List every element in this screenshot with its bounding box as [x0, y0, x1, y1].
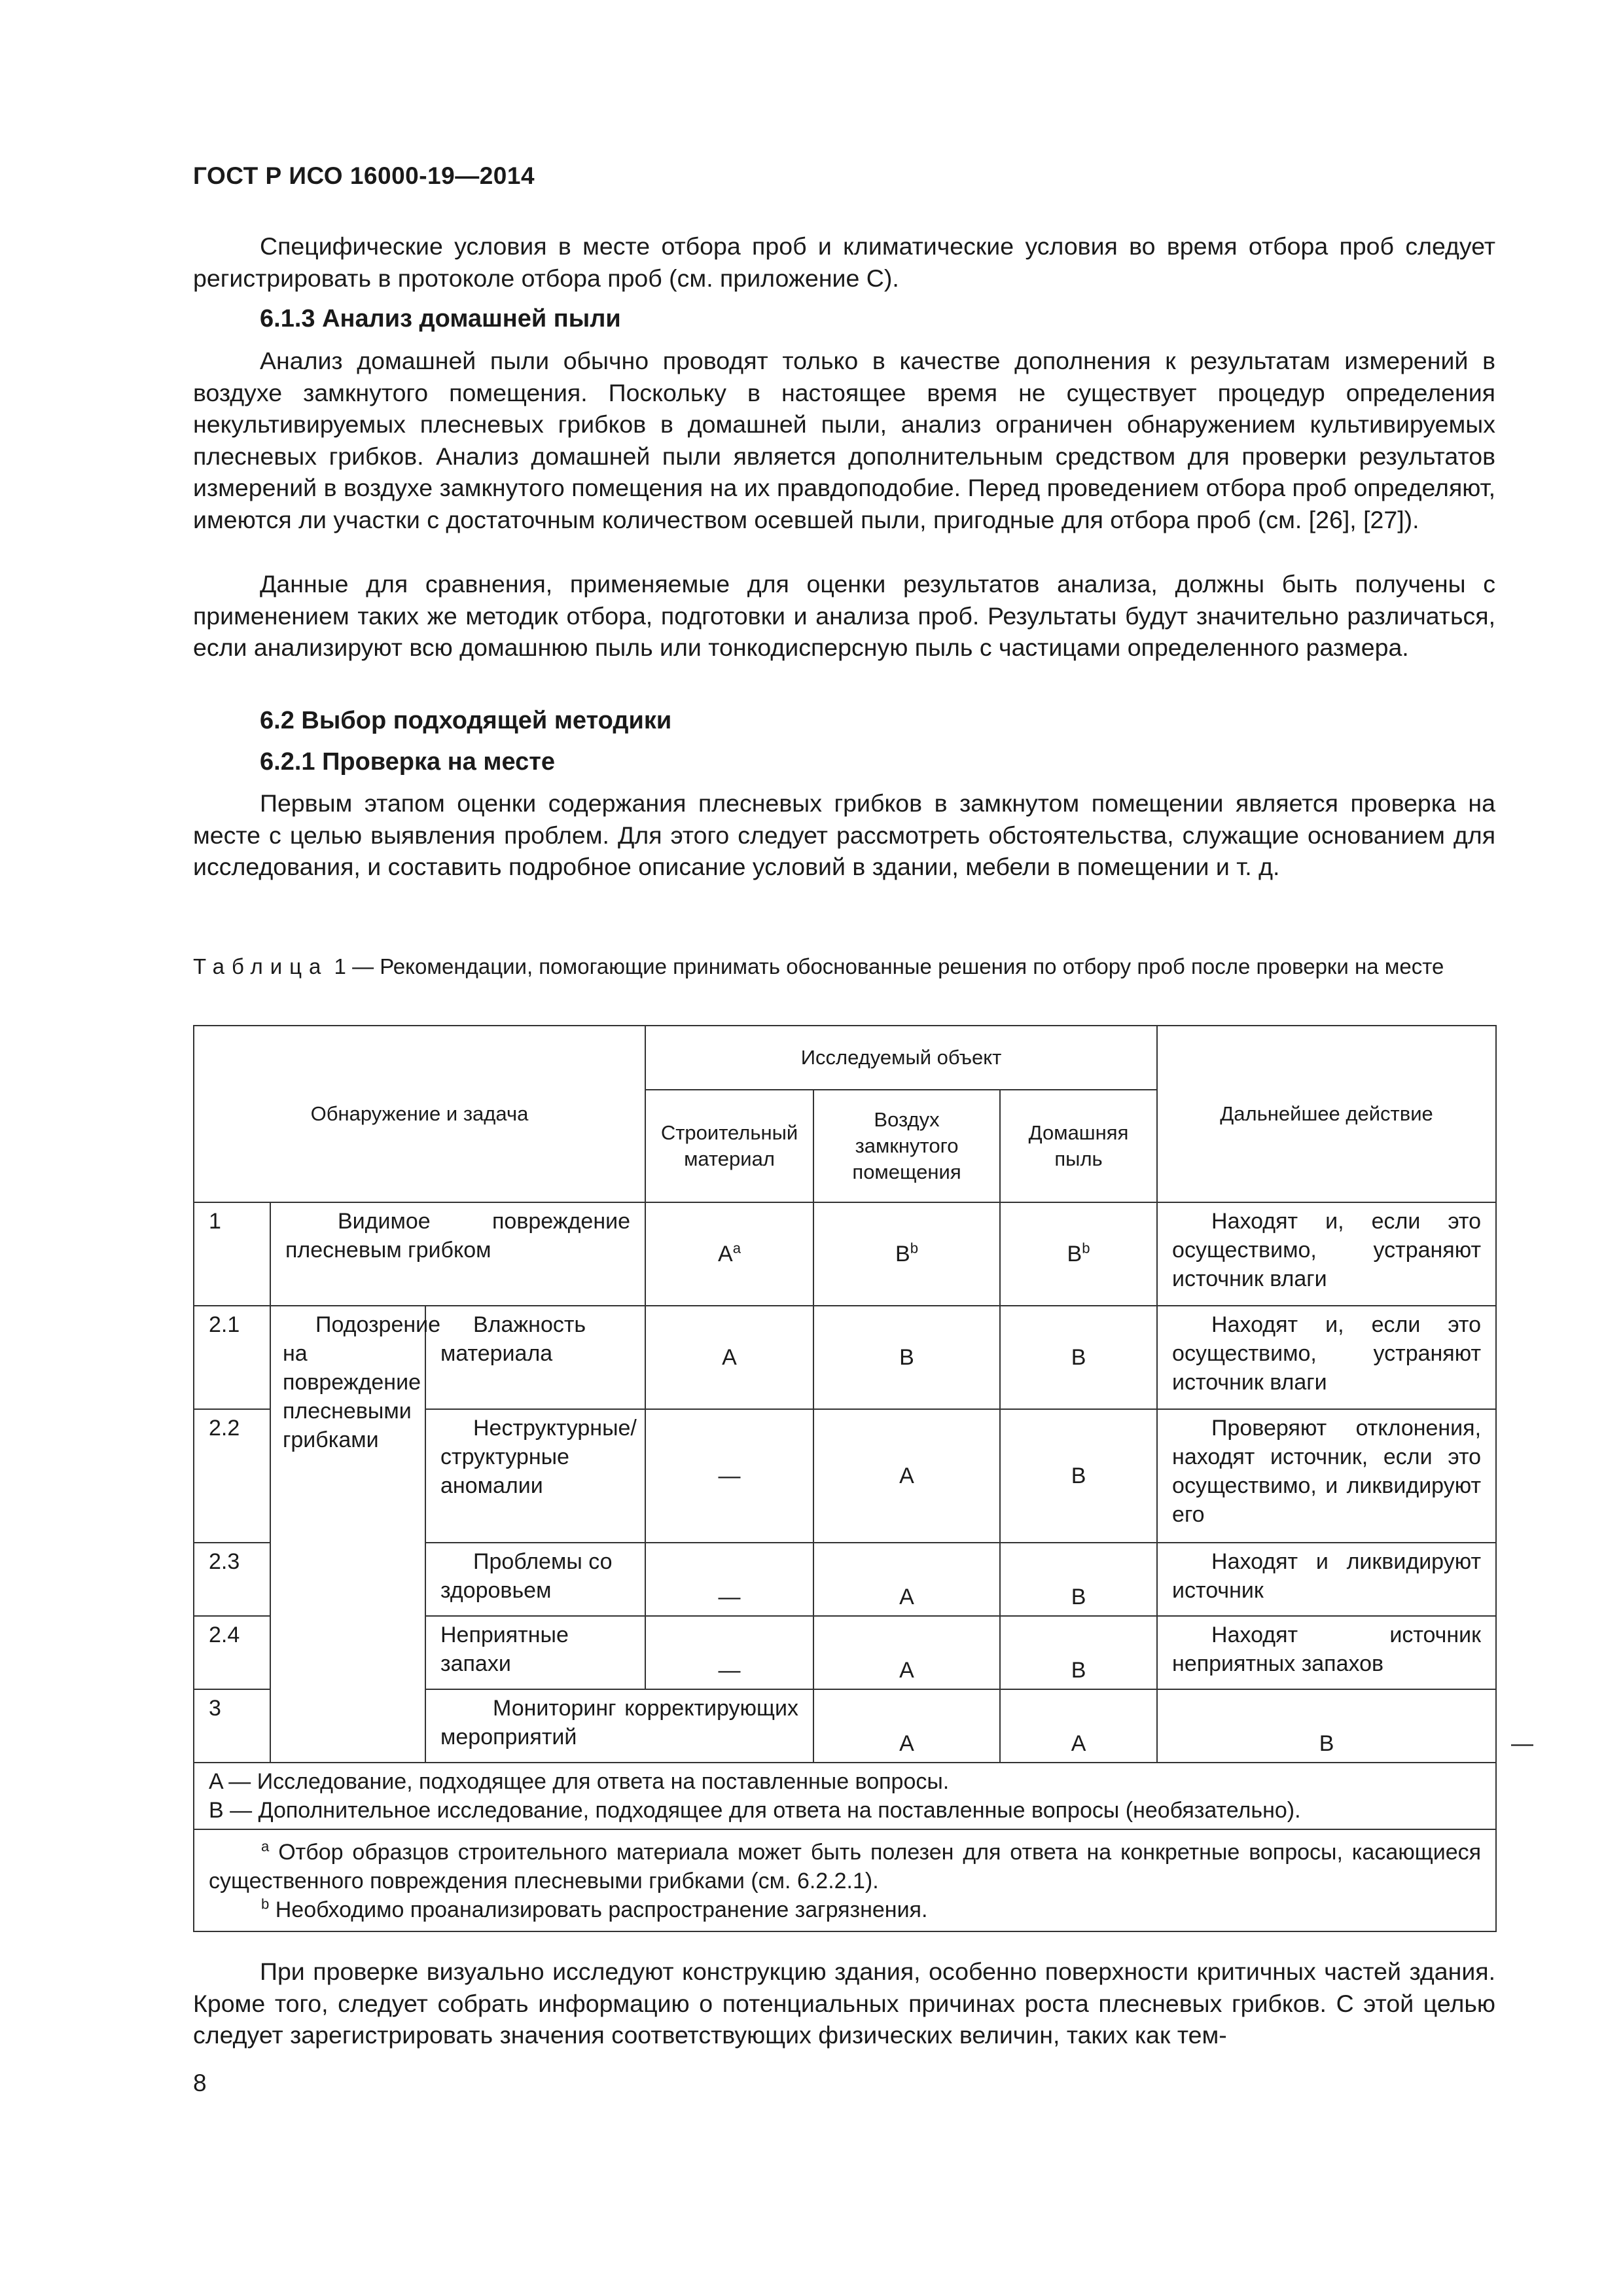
cell-dust: B — [1000, 1306, 1157, 1409]
paragraph-visual-inspection: При проверке визуально исследуют конструкцию здания, особенно поверхности критичных частей здания. Кроме того, следует собрать информацию о потенциальных причинах роста плесневых грибков. С этой целью следует зарегистрировать значения соответствующих физических величин, таких как тем- — [193, 1958, 1495, 2049]
page-number: 8 — [193, 2070, 207, 2096]
group-suspected-damage: Подозрение на повреждение плесневыми грибками — [270, 1306, 425, 1763]
table-caption-label: Таблица — [193, 954, 329, 978]
paragraph-sampling-conditions: Специфические условия в месте отбора проб и климатические условия во время отбора проб следует регистрировать в протоколе отбора проб (см. приложение С). — [193, 232, 1495, 292]
cell-action: Находят источник неприятных запахов — [1157, 1616, 1496, 1689]
cell-building: A — [645, 1306, 813, 1409]
cell-air: A — [813, 1543, 1000, 1616]
cell-building: — — [645, 1409, 813, 1543]
paragraph-dust-analysis: Анализ домашней пыли обычно проводят только в качестве дополнения к результатам измерений в воздухе замкнутого помещения. Поскольку в настоящее время не существует процедур определения некультивируемых плесневых грибков в домашней пыли, анализ ограничен обнаружением культивируемых плесневых грибков. Анализ домашней пыли является дополнительным средством для проверки результатов измерений в воздухе замкнутого помещения на их правдоподобие. Перед проведением отбора проб определяют, имеются ли участки с достаточным количеством осевшей пыли, пригодные для отбора проб (см. [26], [27]). — [193, 347, 1495, 533]
cell-building: A — [813, 1689, 1000, 1763]
row-description: Влажность материала — [425, 1306, 645, 1409]
row-number: 2.4 — [194, 1616, 270, 1689]
row-number: 1 — [194, 1202, 270, 1306]
table-row: 3 Мониторинг корректирующих мероприятий A A B — — [194, 1689, 1496, 1763]
cell-air: A — [1000, 1689, 1157, 1763]
paragraph-comparison-data: Данные для сравнения, применяемые для оценки результатов анализа, должны быть получены с применением таких же методик отбора, подготовки и анализа проб. Результаты будут значительно различаться, если анализируют всю домашнюю пыль или тонкодисперсную пыль с частицами определенного размера. — [193, 570, 1495, 661]
footnote-a: $^a$ Отбор образцов строительного материала может быть полезен для ответа на конкретные вопросы, касающиеся существенного повреждения плесневыми грибками (см. 6.2.2.1). — [209, 1838, 1482, 1893]
recommendations-table — [193, 1025, 1534, 1932]
cell-dust: $B^b$ — [1000, 1202, 1157, 1306]
header-object: Исследуемый объект — [645, 1026, 1157, 1090]
cell-air: A — [813, 1616, 1000, 1689]
heading-6-1-3: 6.1.3 Анализ домашней пыли — [260, 305, 621, 332]
header-building-material: Строительный материал — [645, 1090, 813, 1202]
heading-6-2-1: 6.2.1 Проверка на месте — [260, 748, 555, 776]
legend-a: A — Исследование, подходящее для ответа на поставленные вопросы. — [209, 1769, 950, 1794]
legend-b: B — Дополнительное исследование, подходящее для ответа на поставленные вопросы (необязательно). — [209, 1798, 1301, 1823]
header-indoor-air: Воздух замкнутого помещения — [813, 1090, 1000, 1202]
cell-building: — — [645, 1616, 813, 1689]
header-action: Дальнейшее действие — [1157, 1026, 1496, 1202]
cell-air: $B^b$ — [813, 1202, 1000, 1306]
paragraph-onsite-inspection: Первым этапом оценки содержания плесневых грибков в замкнутом помещении является проверка на месте с целью выявления проблем. Для этого следует рассмотреть обстоятельства, служащие основанием для исследования, и составить подробное описание условий в здании, мебели в помещении и т. д. — [193, 789, 1495, 880]
row-number: 3 — [194, 1689, 270, 1763]
cell-dust: B — [1000, 1543, 1157, 1616]
header-house-dust: Домашняя пыль — [1000, 1090, 1157, 1202]
cell-action: Находят и, если это осуществимо, устраняют источник влаги — [1157, 1202, 1496, 1306]
cell-dust: B — [1157, 1689, 1496, 1763]
row-description: Видимое повреждение плесневым грибком — [270, 1202, 645, 1306]
table-notes — [194, 1829, 1496, 1931]
table-row — [194, 1202, 1496, 1306]
table-caption-text: 1 — Рекомендации, помогающие принимать обоснованные решения по отбору проб после проверки на месте — [328, 954, 1444, 978]
table-row — [194, 1306, 1496, 1409]
row-description: Мониторинг корректирующих мероприятий — [425, 1689, 813, 1763]
row-number: 2.3 — [194, 1543, 270, 1616]
table-caption — [193, 951, 1495, 982]
cell-dust: B — [1000, 1616, 1157, 1689]
cell-air: A — [813, 1409, 1000, 1543]
footnote-b: $^b$ Необходимо проанализировать распространение загрязнения. — [261, 1895, 928, 1922]
row-description: Неприятные запахи — [425, 1616, 645, 1689]
cell-action: Находят и ликвидируют источник — [1157, 1543, 1496, 1616]
row-description: Неструктурные/структурные аномалии — [425, 1409, 645, 1543]
cell-action: Находят и, если это осуществимо, устраняют источник влаги — [1157, 1306, 1496, 1409]
heading-6-2: 6.2 Выбор подходящей методики — [260, 707, 672, 734]
row-number: 2.2 — [194, 1409, 270, 1543]
header-finding: Обнаружение и задача — [194, 1026, 645, 1202]
cell-building: — — [645, 1543, 813, 1616]
cell-air: B — [813, 1306, 1000, 1409]
document-header: ГОСТ Р ИСО 16000-19—2014 — [193, 162, 535, 189]
cell-dust: B — [1000, 1409, 1157, 1543]
row-number: 2.1 — [194, 1306, 270, 1409]
row-description: Проблемы со здоровьем — [425, 1543, 645, 1616]
table-legend — [194, 1763, 1496, 1829]
cell-action: Проверяют отклонения, находят источник, если это осуществимо, и ликвидируют его — [1157, 1409, 1496, 1543]
cell-building: $A^a$ — [645, 1202, 813, 1306]
